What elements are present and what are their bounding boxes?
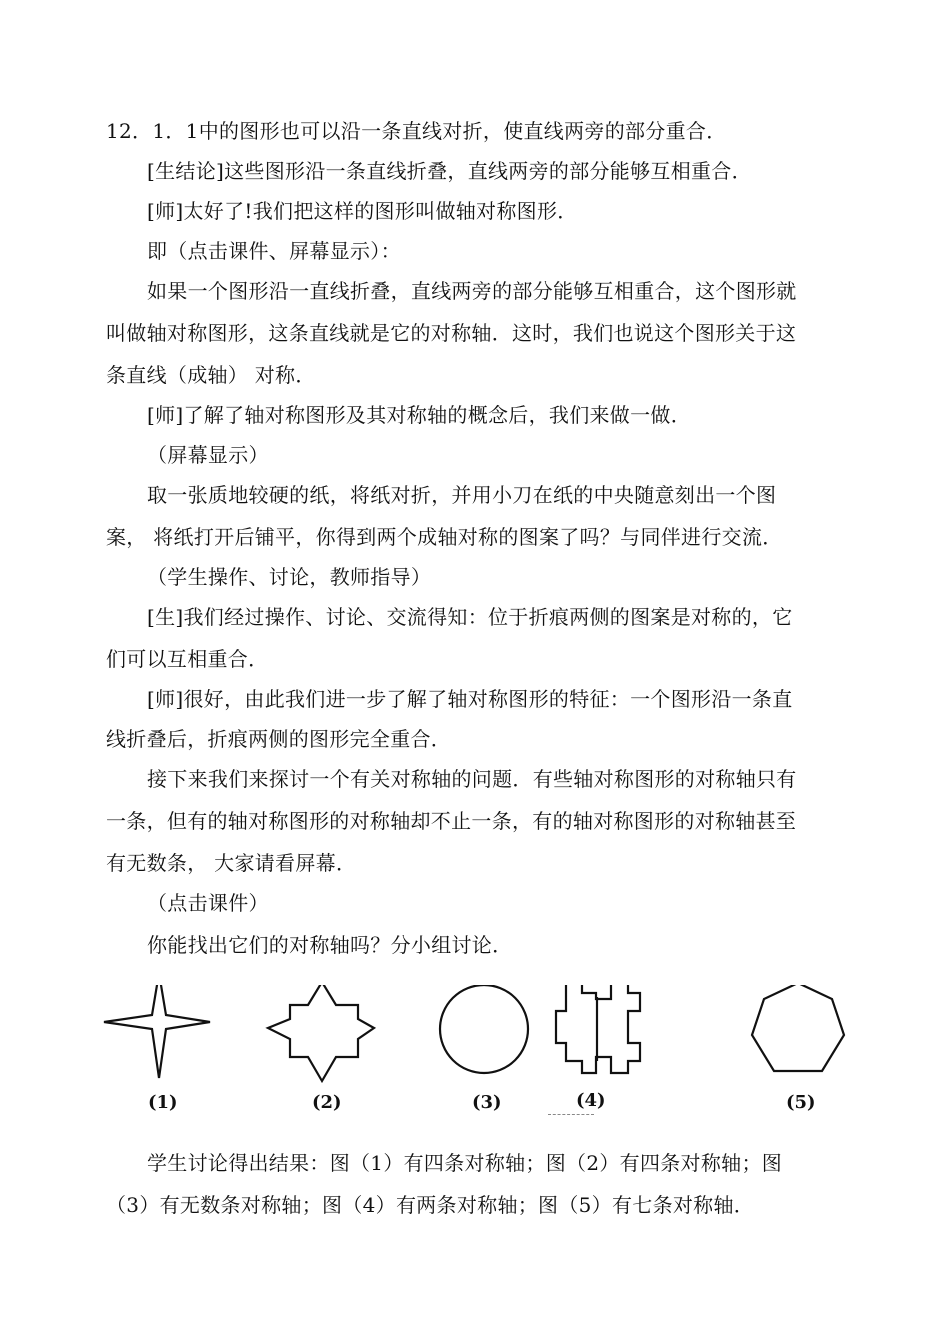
- heptagon-shape: [752, 985, 844, 1071]
- text-line: 案， 将纸打开后铺平，你得到两个成轴对称的图案了吗？与同伴进行交流．: [106, 525, 783, 549]
- result-line: （3）有无数条对称轴；图（4）有两条对称轴；图（5）有七条对称轴．: [106, 1193, 755, 1217]
- text-line: 有无数条， 大家请看屏幕．: [106, 851, 357, 875]
- text-line: 你能找出它们的对称轴吗？分小组讨论．: [147, 933, 513, 957]
- text-line: （学生操作、讨论，教师指导）: [147, 565, 432, 589]
- text-line: （屏幕显示）: [147, 443, 269, 467]
- circle-shape: [440, 985, 528, 1073]
- text-line: [师]了解了轴对称图形及其对称轴的概念后，我们来做一做．: [147, 403, 692, 427]
- four-point-star-shape: [104, 985, 210, 1078]
- text-line: [师]太好了!我们把这样的图形叫做轴对称图形．: [147, 199, 578, 223]
- figure-caption-4: (4): [576, 1090, 606, 1111]
- figure-caption-2: (2): [312, 1092, 342, 1113]
- text-line: 叫做轴对称图形，这条直线就是它的对称轴．这时，我们也说这个图形关于这: [106, 321, 797, 345]
- text-line: （点击课件）: [147, 891, 269, 915]
- text-line: [生结论]这些图形沿一条直线折叠，直线两旁的部分能够互相重合．: [147, 159, 752, 183]
- eight-point-star-shape: [268, 985, 374, 1081]
- figure-caption-1: (1): [148, 1092, 178, 1113]
- text-line: 接下来我们来探讨一个有关对称轴的问题．有些轴对称图形的对称轴只有: [147, 767, 797, 791]
- result-line: 学生讨论得出结果：图（1）有四条对称轴；图（2）有四条对称轴；图: [147, 1151, 783, 1175]
- text-line: [师]很好，由此我们进一步了解了轴对称图形的特征：一个图形沿一条直: [147, 687, 793, 711]
- dashed-underline: [548, 1114, 594, 1115]
- text-line: [生]我们经过操作、讨论、交流得知：位于折痕两侧的图案是对称的，它: [147, 605, 793, 629]
- text-line: 取一张质地较硬的纸，将纸对折，并用小刀在纸的中央随意刻出一个图: [147, 483, 777, 507]
- text-line: 一条，但有的轴对称图形的对称轴却不止一条，有的轴对称图形的对称轴甚至: [106, 809, 797, 833]
- figure-caption-3: (3): [472, 1092, 502, 1113]
- text-line: 如果一个图形沿一直线折叠，直线两旁的部分能够互相重合，这个图形就: [147, 279, 797, 303]
- text-line: 线折叠后，折痕两侧的图形完全重合．: [106, 727, 452, 751]
- figure-caption-5: (5): [786, 1092, 816, 1113]
- text-line: 们可以互相重合．: [106, 647, 269, 671]
- text-line: 条直线（成轴） 对称．: [106, 363, 316, 387]
- text-line: 12．1．1中的图形也可以沿一条直线对折，使直线两旁的部分重合．: [106, 119, 727, 143]
- text-line: 即（点击课件、屏幕显示）：: [147, 239, 401, 263]
